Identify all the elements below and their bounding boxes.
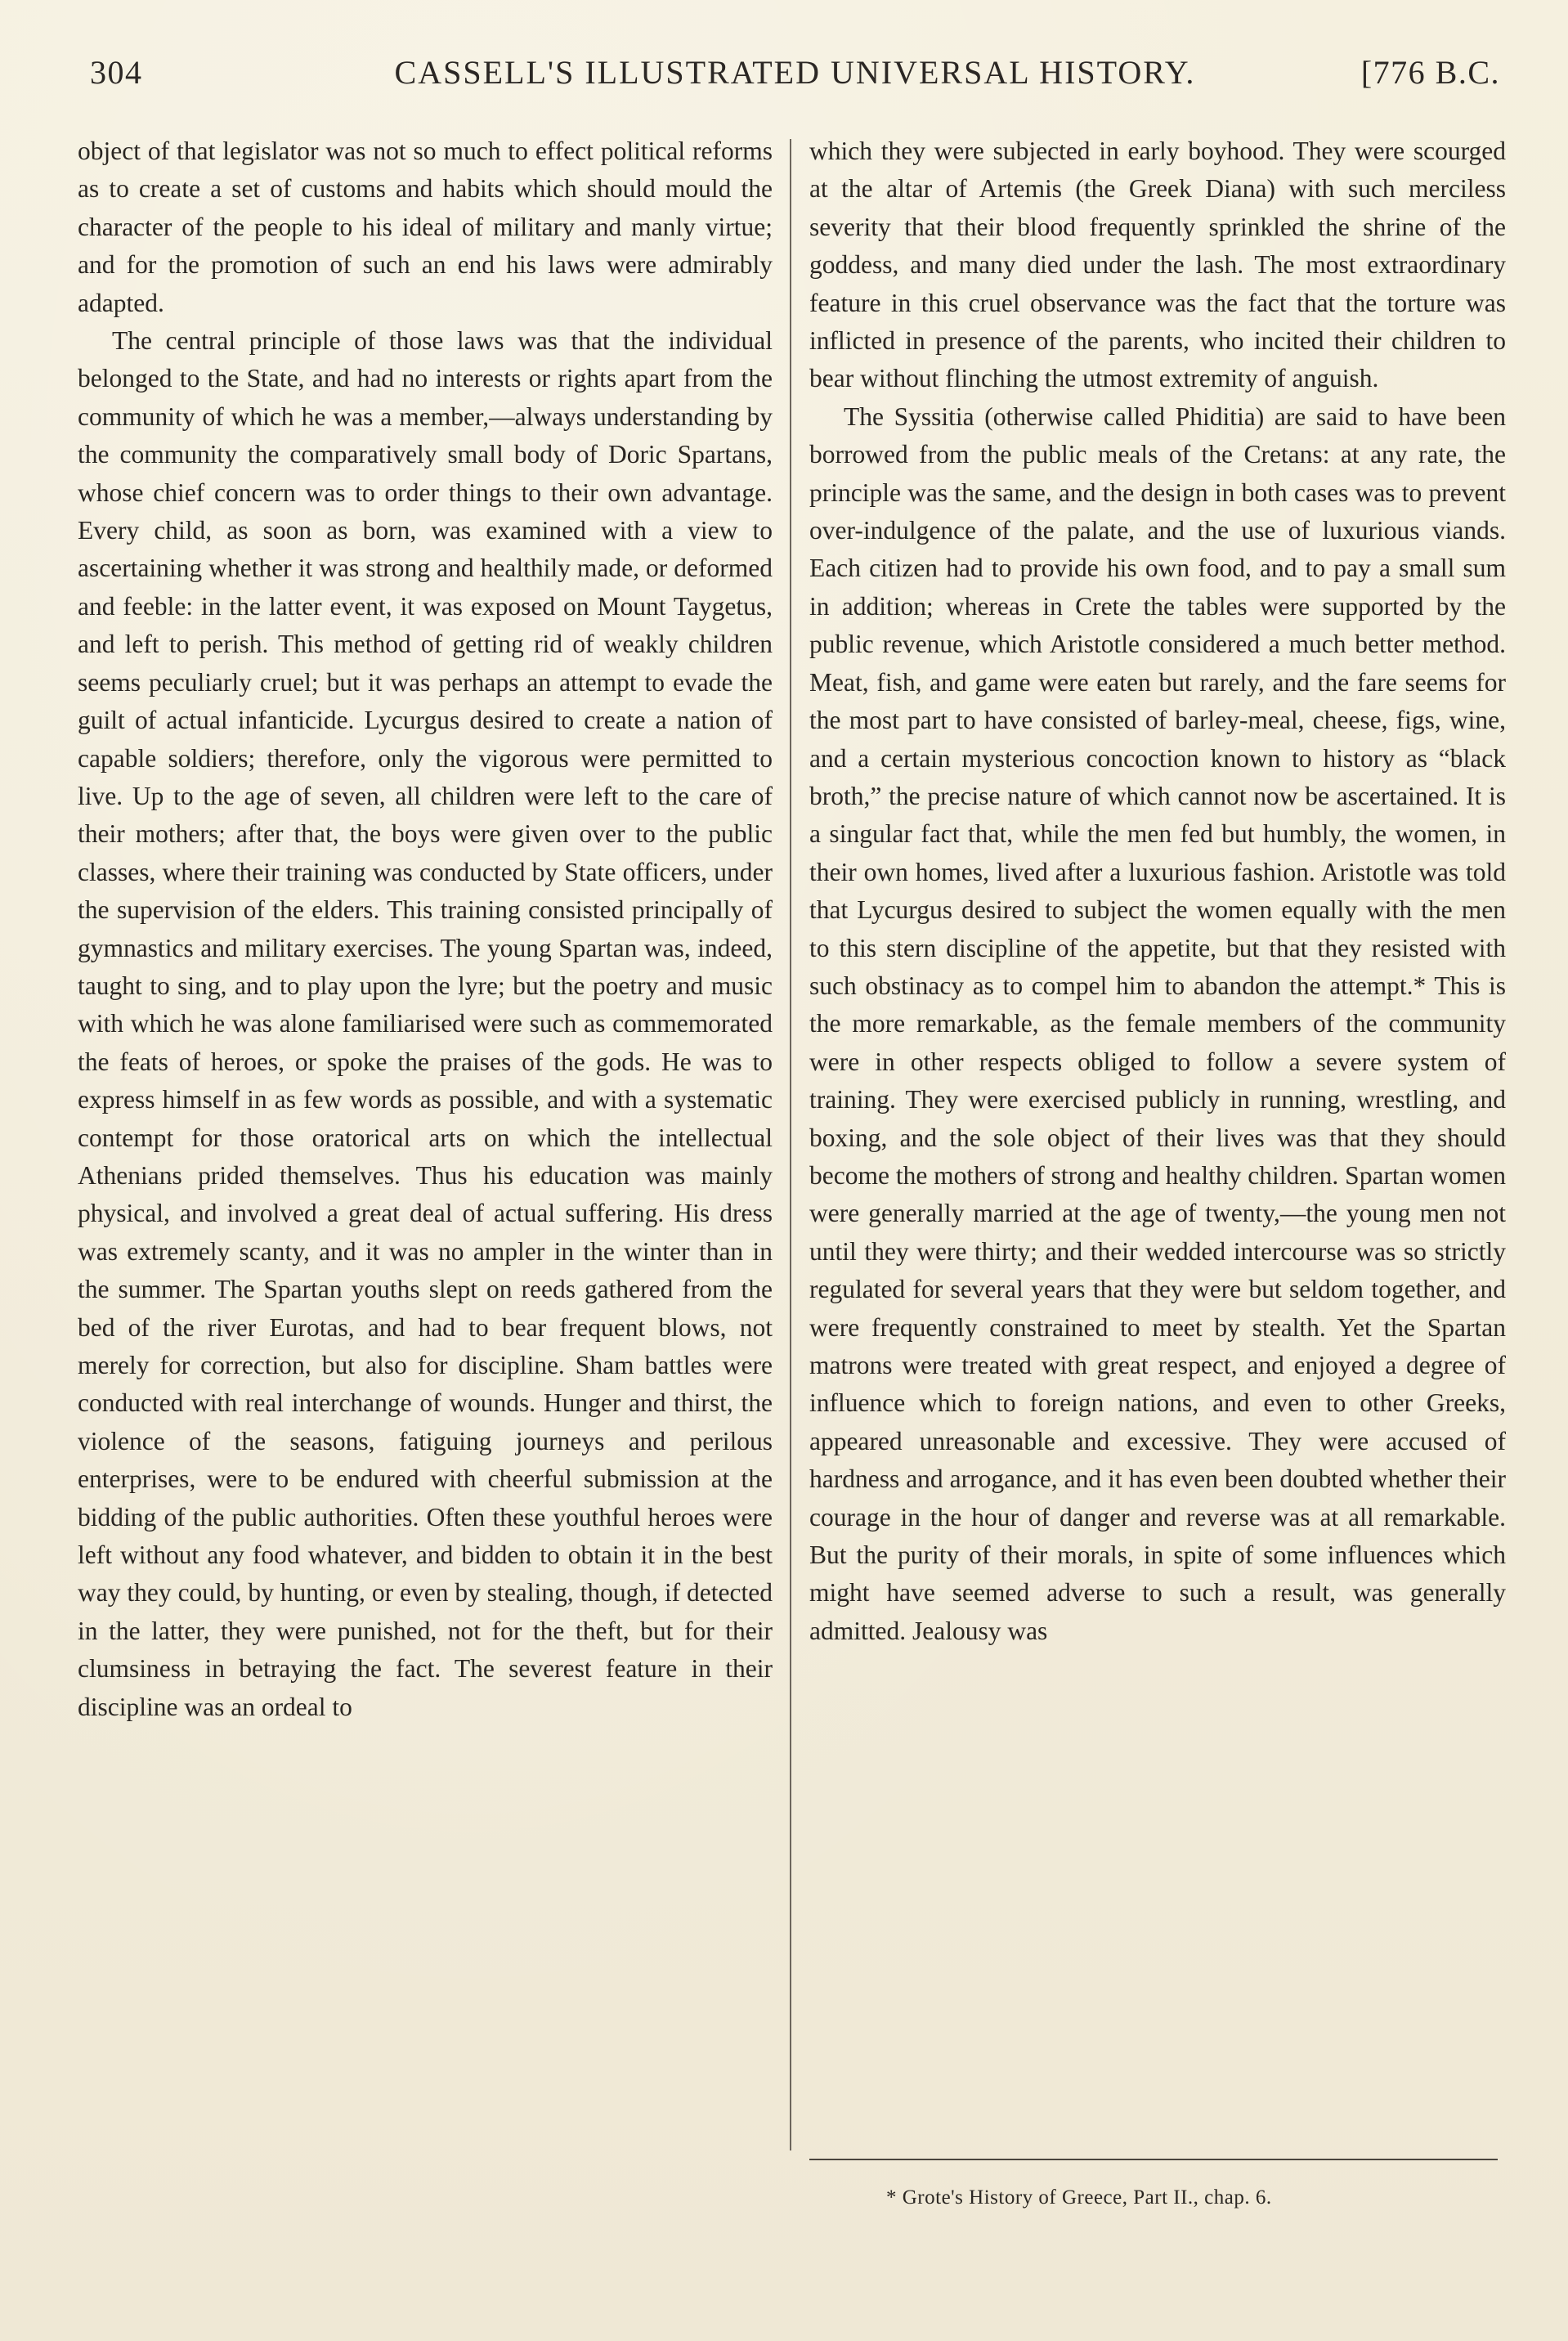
paragraph: The central principle of those laws was that the individual belonged to the State, and had no interests or rights apart from the community of which he was a member,—always understanding by the community the comparatively small body of Doric Spartans, whose chief concern was to order things to their own advantage. Every child, as soon as born, was examined with a view to ascertaining whether it was strong and healthily made, or deformed and feeble: in the latter event, it was exposed on Mount Taygetus, and left to perish. This method of getting rid of weakly children seems peculiarly cruel; but it was perhaps an attempt to evade the guilt of actual infanticide. Lycurgus desired to create a nation of capable soldiers; therefore, only the vigorous were permitted to live. Up to the age of seven, all children were left to the care of their mothers; after that, the boys were given over to the public classes, where their training was conducted by State officers, under the supervision of the elders. This training consisted principally of gymnastics and military exercises. The young Spartan was, indeed, taught to sing, and to play upon the lyre; but the poetry and music with which he was alone familiarised were such as commemorated the feats of heroes, or spoke the praises of the gods. He was to express himself in as few words as possible, and with a systematic contempt for those oratorical arts on which the intellectual Athenians prided themselves. Thus his education was mainly physical, and involved a great deal of actual suffering. His dress was extremely scanty, and it was no ampler in the winter than in the summer. The Spartan youths slept on reeds gathered from the bed of the river Eurotas, and had to bear frequent blows, not merely for correction, but also for discipline. Sham battles were conducted with real interchange of wounds. Hunger and thirst, the violence of the seasons, fatiguing journeys and perilous enterprises, were to be endured with cheerful submission at the bidding of the public authorities. Often these youthful heroes were left without any food whatever, and bidden to obtain it in the best way they could, by hunting, or even by stealing, though, if detected in the latter, they were punished, not for the theft, but for their clumsiness in betraying the fact. The severest feature in their discipline was an ordeal to xyxy=(78,326,773,1721)
page-header xyxy=(90,53,1500,102)
right-column xyxy=(809,132,1506,1650)
page-number: 304 xyxy=(90,54,143,91)
running-title: CASSELL'S ILLUSTRATED UNIVERSAL HISTORY. xyxy=(394,54,1196,91)
paragraph: object of that legislator was not so much to effect political reforms as to create a set of customs and habits which should mould the character of the people to his ideal of military and manly virtue; and for the promotion of such an end his laws were admirably adapted. xyxy=(78,137,773,317)
paragraph: The Syssitia (otherwise called Phiditia) are said to have been borrowed from the public meals of the Cretans: at any rate, the principle was the same, and the design in both cases was to prevent over-indulgence of the palate, and the use of luxurious viands. Each citizen had to provide his own food, and to pay a small sum in addition; whereas in Crete the tables were supported by the public revenue, which Aristotle considered a much better method. Meat, fish, and game were eaten but rarely, and the fare seems for the most part to have consisted of barley-meal, cheese, figs, wine, and a certain mysterious concoction known to history as “black broth,” the precise nature of which cannot now be ascertained. It is a singular fact that, while the men fed but humbly, the women, in their own homes, lived after a luxurious fashion. Aristotle was told that Lycurgus desired to subject the women equally with the men to this stern discipline of the appetite, but that they resisted with such obstinacy as to compel him to abandon the attempt.* This is the more remarkable, as the female members of the community were in other respects obliged to follow a severe system of training. They were exercised publicly in running, wrestling, and boxing, and the sole object of their lives was that they should become the mothers of strong and healthy children. Spartan women were generally married at the age of twenty,—the young men not until they were thirty; and their wedded intercourse was so strictly regulated for several years that they were but seldom together, and were frequently constrained to meet by stealth. Yet the Spartan matrons were treated with great respect, and enjoyed a degree of influence which to foreign nations, and even to other Greeks, appeared unreasonable and excessive. They were accused of hardness and arrogance, and it has even been doubted whether their courage in the hour of danger and reverse was at all remarkable. But the purity of their morals, in spite of some influences which might have seemed adverse to such a result, was generally admitted. Jealousy was xyxy=(809,401,1507,1645)
left-column xyxy=(78,132,773,1726)
footnote-rule xyxy=(809,2159,1498,2160)
footnote: * Grote's History of Greece, Part II., chap. 6. xyxy=(886,2186,1272,2209)
column-divider xyxy=(790,139,791,2150)
date-tag: [776 B.C. xyxy=(1360,54,1500,91)
paragraph: which they were subjected in early boyhood. They were scourged at the altar of Artemis (the Greek Diana) with such merciless severity that their blood frequently sprinkled the shrine of the goddess, and many died under the lash. The most extraordinary feature in this cruel observance was the fact that the torture was inflicted in presence of the parents, who incited their children to bear without flinching the utmost extremity of anguish. xyxy=(809,137,1506,393)
